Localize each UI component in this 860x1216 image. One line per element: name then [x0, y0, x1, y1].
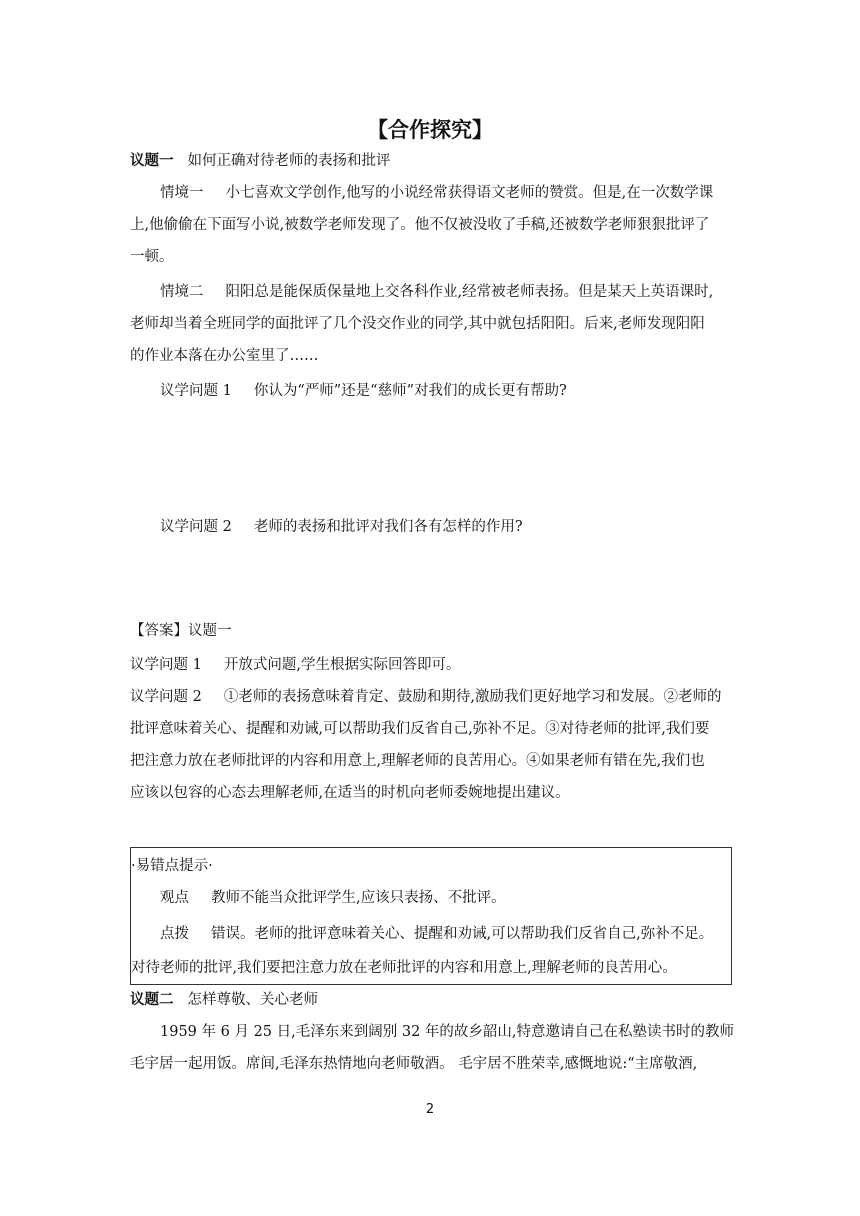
- answer-1-label: 议学问题 1: [130, 657, 202, 673]
- scenario2-line-1: 情境二 阳阳总是能保质保量地上交各科作业,经常被老师表扬。但是某天上英语课时,: [160, 284, 714, 300]
- scenario2-line-3: 的作业本落在办公室里了……: [130, 348, 319, 364]
- scenario1-line-1: 情境一 小七喜欢文学创作,他写的小说经常获得语文老师的赞赏。但是,在一次数学课: [160, 185, 714, 201]
- question-2-label: 议学问题 2: [160, 519, 232, 535]
- question-2: [160, 517, 730, 537]
- tip-hint-line-2: 对待老师的批评,我们要把注意力放在老师批评的内容和用意上,理解老师的良苦用心。: [131, 960, 677, 976]
- tip-viewpoint: [160, 888, 730, 908]
- scenario2-label: 情境二: [160, 284, 204, 300]
- scenario1-label: 情境一: [160, 185, 204, 201]
- tip-hint-line-1: 点拨 错误。老师的批评意味着关心、提醒和劝诫,可以帮助我们反省自己,弥补不足。: [160, 926, 714, 942]
- topic1-heading: [130, 151, 730, 171]
- tip-header: ·易错点提示·: [131, 858, 213, 874]
- question-1: [160, 381, 730, 401]
- tip-viewpoint-label: 观点: [160, 890, 189, 906]
- answer-2-line-3: 把注意力放在老师批评的内容和用意上,理解老师的良苦用心。④如果老师有错在先,我们也: [130, 753, 705, 769]
- section-title: 【合作探究】: [367, 118, 493, 142]
- topic2-line-1: 1959 年 6 月 25 日,毛泽东来到阔别 32 年的故乡韶山,特意邀请自己在私塾读书时的教师: [160, 1024, 735, 1040]
- answer-1: [130, 655, 730, 675]
- topic1-label: 议题一: [130, 152, 174, 169]
- page-number: 2: [425, 1102, 435, 1117]
- topic2-title: 怎样尊敬、关心老师: [187, 992, 318, 1008]
- topic2-heading: [130, 990, 730, 1010]
- topic2-label: 议题二: [130, 991, 174, 1008]
- scenario1-line-3: 一顿。: [130, 249, 174, 265]
- scenario1-line-2: 上,他偷偷在下面写小说,被数学老师发现了。他不仅被没收了手稿,还被数学老师狠狠批评了: [130, 217, 710, 233]
- tip-hint-label: 点拨: [160, 926, 189, 942]
- scenario2-line-2: 老师却当着全班同学的面批评了几个没交作业的同学,其中就包括阳阳。后来,老师发现阳阳: [130, 316, 705, 332]
- tip-viewpoint-text: 教师不能当众批评学生,应该只表扬、不批评。: [211, 890, 506, 906]
- topic1-title: 如何正确对待老师的表扬和批评: [187, 153, 391, 169]
- answer-1-text: 开放式问题,学生根据实际回答即可。: [223, 657, 461, 673]
- topic2-line-2: 毛宇居一起用饭。席间,毛泽东热情地向老师敬酒。 毛宇居不胜荣幸,感慨地说:“主席敬酒,: [130, 1056, 698, 1072]
- answer-2-label: 议学问题 2: [130, 689, 202, 705]
- answer-2-line-2: 批评意味着关心、提醒和劝诫,可以帮助我们反省自己,弥补不足。③对待老师的批评,我们要: [130, 721, 710, 737]
- question-2-text: 老师的表扬和批评对我们各有怎样的作用?: [253, 519, 523, 535]
- question-1-label: 议学问题 1: [160, 383, 232, 399]
- answer-2-line-1: 议学问题 2 ①老师的表扬意味着肯定、鼓励和期待,激励我们更好地学习和发展。②老师的: [130, 689, 722, 705]
- question-1-text: 你认为“严师”还是“慈师”对我们的成长更有帮助?: [253, 383, 567, 399]
- answer-2-line-4: 应该以包容的心态去理解老师,在适当的时机向老师委婉地提出建议。: [130, 785, 570, 801]
- answer-header: 【答案】议题一: [130, 623, 232, 639]
